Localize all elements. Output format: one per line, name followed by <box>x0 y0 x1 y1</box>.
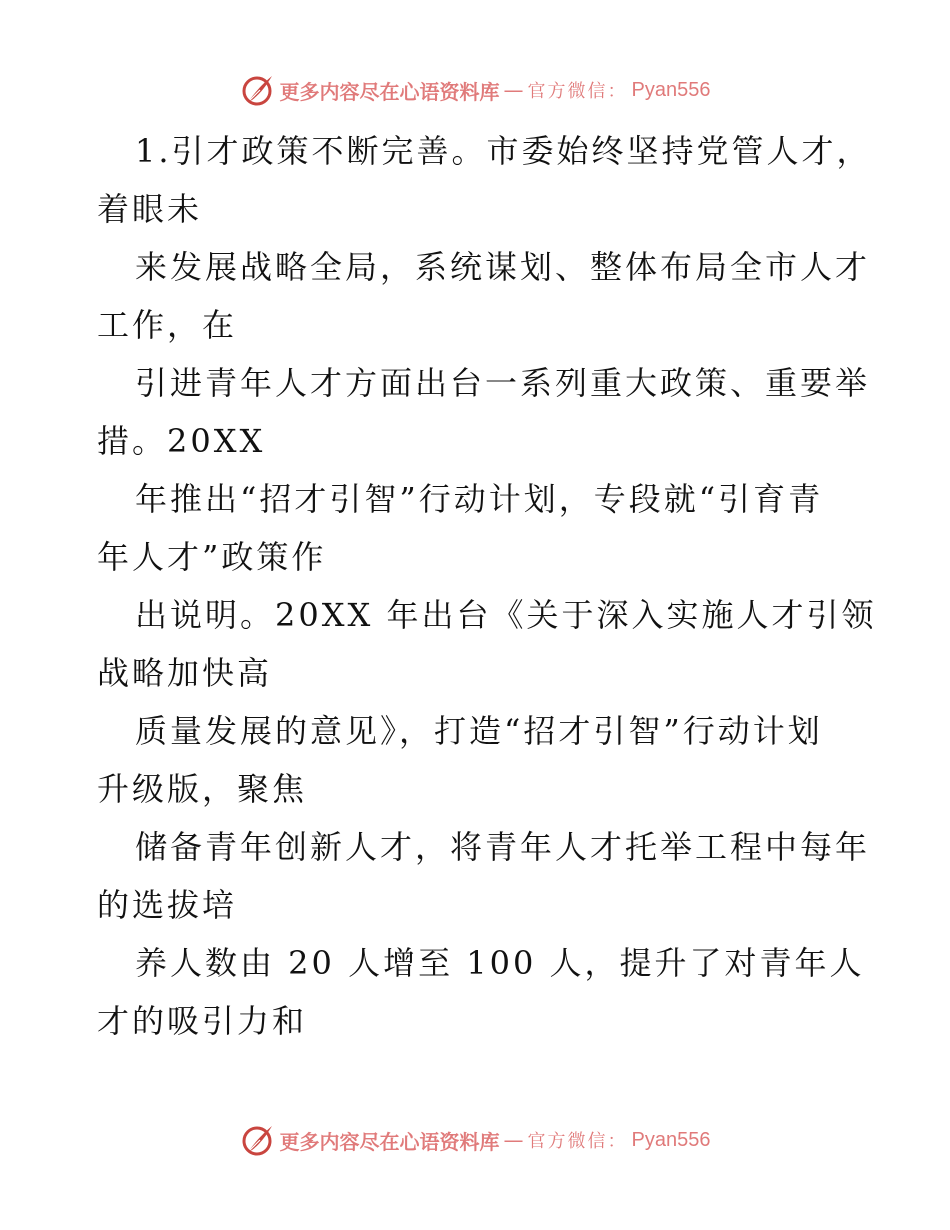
body-line: 着眼未 <box>97 190 203 228</box>
footer-watermark <box>0 1120 950 1160</box>
footer-contact-id: Pyan556 <box>631 1128 711 1151</box>
header-dash: — <box>503 78 524 102</box>
header-watermark <box>0 70 950 110</box>
body-line: 的选拔培 <box>97 886 238 924</box>
footer-slogan: 更多内容尽在心语资料库 <box>279 1129 500 1154</box>
body-line: 年人才”政策作 <box>97 538 327 576</box>
body-line: 1.引才政策不断完善。市委始终坚持党管人才， <box>135 132 872 170</box>
quill-logo-icon <box>240 72 276 108</box>
footer-contact-label: 官方微信： <box>527 1131 628 1152</box>
header-contact-id: Pyan556 <box>631 78 711 101</box>
body-line: 年推出“招才引智”行动计划，专段就“引育青 <box>135 480 824 518</box>
body-line: 储备青年创新人才，将青年人才托举工程中每年 <box>135 828 871 866</box>
body-line: 引进青年人才方面出台一系列重大政策、重要举 <box>135 364 871 402</box>
body-line: 战略加快高 <box>97 654 273 692</box>
body-line: 才的吸引力和 <box>97 1002 308 1040</box>
body-line: 养人数由 20 人增至 100 人，提升了对青年人 <box>135 944 865 982</box>
body-line: 措。20XX <box>97 422 266 460</box>
quill-logo-icon <box>240 1122 276 1158</box>
body-line: 工作，在 <box>97 306 238 344</box>
header-contact-label: 官方微信： <box>527 81 628 102</box>
header-slogan: 更多内容尽在心语资料库 <box>279 79 500 104</box>
footer-dash: — <box>503 1128 524 1152</box>
body-line: 来发展战略全局，系统谋划、整体布局全市人才 <box>135 248 871 286</box>
body-line: 出说明。20XX 年出台《关于深入实施人才引领 <box>135 596 877 634</box>
document-body <box>97 122 877 1050</box>
body-line: 质量发展的意见》，打造“招才引智”行动计划 <box>135 712 823 750</box>
body-line: 升级版，聚焦 <box>97 770 308 808</box>
